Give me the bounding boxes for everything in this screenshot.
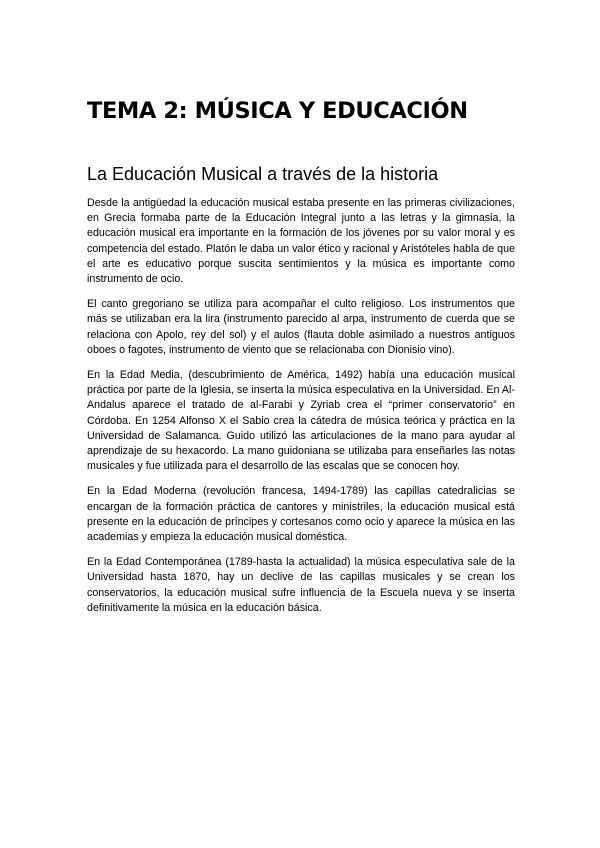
page-title: TEMA 2: MÚSICA Y EDUCACIÓN (87, 98, 468, 124)
paragraph-antiquity: Desde la antigüedad la educación musical estaba presente en las primeras civilizaciones, en Grecia formaba parte de la Educación Integral junto a las letras y la gimnasia, la educación musical era importante en la formación de los jóvenes por su valor moral y es competencia del estado. Platón le daba un valor ético y racional y Aristóteles habla de que el arte es educativo porque suscita sentimientos y la música es importante como instrumento de ocio. (87, 197, 515, 286)
section-heading: La Educación Musical a través de la historia (87, 164, 439, 184)
paragraph-contemporary-age: En la Edad Contemporánea (1789-hasta la actualidad) la música especulativa sale de la Universidad hasta 1870, hay un declive de las capillas musicales y se crean los conservatorios, la educación musical sufre influencia de la Escuela nueva y se inserta definitivamente la música en la educación básica. (87, 556, 515, 614)
paragraph-middle-ages: En la Edad Media, (descubrimiento de América, 1492) había una educación musical práctica por parte de la Iglesia, se inserta la música especulativa en la Universidad. En Al-Andalus aparece el tratado de al-Farabi y Zyriab crea el “primer conservatorio” en Córdoba. En 1254 Alfonso X el Sabio crea la cátedra de música teórica y práctica en la Universidad de Salamanca. Guido utilizó las articulaciones de la mano para ayudar al aprendizaje de su hexacordo. La mano guidoniana se utilizaba para enseñarles las notas musicales y fue utilizada para el desarrollo de las escalas que se conocen hoy. (87, 369, 515, 473)
document-body (87, 196, 515, 626)
paragraph-gregorian-chant: El canto gregoriano se utiliza para acompañar el culto religioso. Los instrumentos que más se utilizaban era la lira (instrumento parecido al arpa, instrumento de cuerda que se relaciona con Apolo, rey del sol) y el aulos (flauta doble asimilado a nuestros antiguos oboes o fagotes, instrumento de viento que se relacionaba con Dionisio vino). (87, 298, 515, 356)
paragraph-modern-age: En la Edad Moderna (revolución francesa, 1494-1789) las capillas catedralicias se encargan de la formación práctica de cantores y ministriles, la educación musical está presente en la educación de príncipes y cortesanos como ocio y aparece la música en las academias y empieza la educación musical doméstica. (87, 485, 515, 544)
